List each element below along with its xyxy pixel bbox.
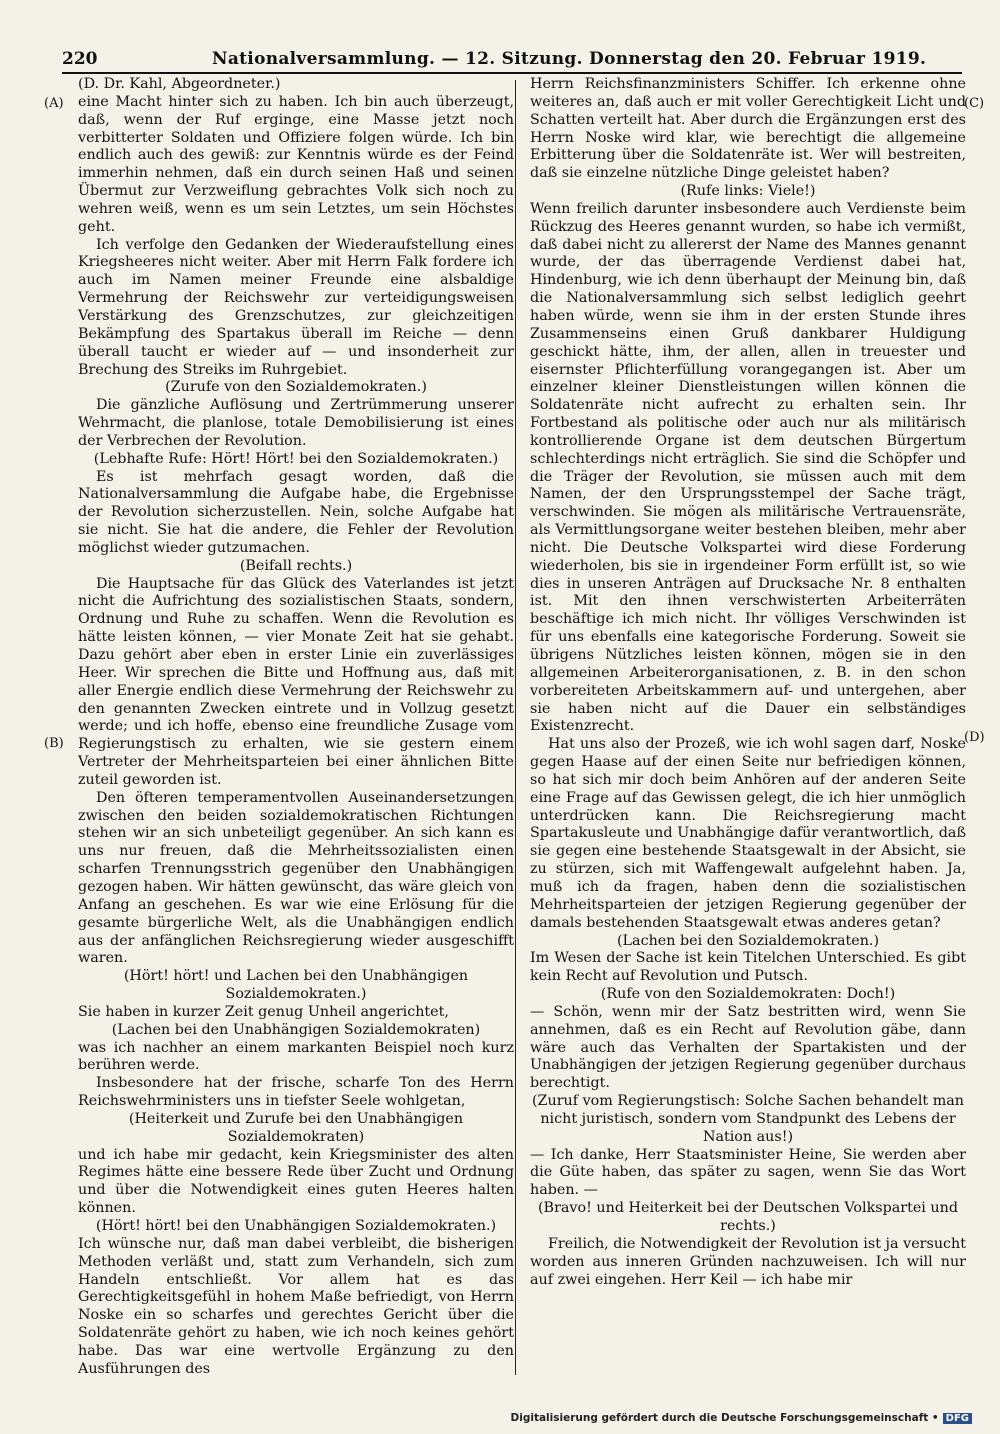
paragraph: Insbesondere hat der frische, scharfe Ton des Herrn Reichswehrministers uns in tiefster Seele wohlgetan, [78,1075,514,1110]
left-column [78,76,514,1379]
paragraph: Es ist mehrfach gesagt worden, daß die Nationalversammlung die Aufgabe habe, die Ergebnisse der Revolution sicherzustellen. Nein, solche Aufgabe hat sie nicht. Sie hat die andere, die Fehler der Revolution möglichst wieder gutzumachen. [78,468,514,556]
margin-mark-a: (A) [44,96,64,111]
page-number: 220 [62,49,98,69]
interjection: (Hört! hört! und Lachen bei den Unabhängigen Sozialdemokraten.) [123,968,469,1003]
paragraph: Die gänzliche Auflösung und Zertrümmerung unserer Wehrmacht, die planlose, totale Demobilisierung ist eines der Verbrechen der Revolution. [78,397,514,449]
right-column [530,76,966,1289]
speaker-line: (D. Dr. Kahl, Abgeordneter.) [78,76,281,92]
interjection: (Hört! hört! bei den Unabhängigen Sozialdemokraten.) [95,1218,497,1234]
paragraph: Die Hauptsache für das Glück des Vaterlandes ist jetzt nicht die Aufrichtung des sozialistischen Staats, sondern, Ordnung und Ruhe zu schaffen. Wenn die Revolution es hätte leisten können, — vier Monate Zeit hat sie gehabt. Dazu gehört aber eben in erster Linie ein zuverlässiges Heer. Wir sprechen die Bitte und Hoffnung aus, daß mit aller Energie endlich diese Vermehrung der Reichswehr zu den genannten Zwecken eintrete und in Vollzug gesetzt werde; und ich hoffe, ebenso eine freundliche Zusage vom Regierungstisch zu erhalten, wie sie gestern einem Vertreter der Mehrheitsparteien bei einer ähnlichen Bitte zuteil geworden ist. [78,575,514,788]
interjection: (Lachen bei den Unabhängigen Sozialdemokraten) [111,1021,481,1038]
paragraph: Herrn Reichsfinanzministers Schiffer. Ich erkenne ohne weiteres an, daß auch er mit voller Gerechtigkeit Licht und Schatten verteilt hat. Aber durch die Ergänzungen erst des Herrn Noske wird klar, wie berechtigt die allgemeine Erbitterung über die Soldatenräte ist. Wer will bestreiten, daß sie einzelne nützliche Dinge geleistet haben? [530,76,966,182]
column-divider [515,80,516,1375]
credit-text: Digitalisierung gefördert durch die Deutsche Forschungsgemeinschaft • [510,1412,939,1424]
interjection: (Heiterkeit und Zurufe bei den Unabhängigen Sozialdemokraten) [128,1110,464,1145]
running-title: Nationalversammlung. — 12. Sitzung. Donnerstag den 20. Februar 1919. [212,49,927,69]
interjection: (Beifall rechts.) [239,557,353,574]
interjection: (Lebhafte Rufe: Hört! Hört! bei den Sozialdemokraten.) [93,450,499,467]
paragraph: — Ich danke, Herr Staatsminister Heine, Sie werden aber die Güte haben, das später zu sagen, wenn Sie das Wort haben. — [530,1146,966,1199]
paragraph: Ich verfolge den Gedanken der Wiederaufstellung eines Kriegsheeres nicht weiter. Aber mit Herrn Falk fordere ich auch im Namen meiner Freunde eine alsbaldige Vermehrung der Reichswehr zur verteidigungsweisen Verstärkung des Grenzschutzes, zur gleichzeitigen Bekämpfung des Spartakus überall im Reiche — denn überall taucht er wieder auf — und insonderheit zur Brechung des Streiks im Ruhrgebiet. [78,236,514,378]
interjection: (Bravo! und Heiterkeit bei der Deutschen Volkspartei und rechts.) [537,1200,958,1234]
paragraph: Ich wünsche nur, daß man dabei verbleibt, die bisherigen Methoden verläßt und, statt zum Verhandeln, sich zum Handeln entschließt. Vor allem hat es das Gerechtigkeitsgefühl in hohem Maße befriedigt, von Herrn Noske ein so scharfes und gerechtes Gericht über die Soldatenräte gehört zu haben, wie ich noch keines gehört habe. Das war eine wertvolle Ergänzung zu den Ausführungen des [78,1235,514,1377]
margin-mark-b: (B) [44,736,64,751]
interjection: (Zuruf vom Regierungstisch: Solche Sachen behandelt man nicht juristisch, sondern vom Standpunkt des Lebens der Nation aus!) [531,1093,965,1145]
interjection: (Rufe links: Viele!) [680,183,816,200]
paragraph: Freilich, die Notwendigkeit der Revolution ist ja versucht worden aus inneren Gründen nachzuweisen. Ich will nur auf zwei eingehen. Herr Keil — ich habe mir [530,1235,966,1288]
paragraph: Den öfteren temperamentvollen Auseinandersetzungen zwischen den beiden sozialdemokratischen Richtungen stehen wir an sich unbeteiligt gegenüber. An sich kann es uns nur freuen, daß die Mehrheitssozialisten einen scharfen Trennungsstrich gegenüber den Unabhängigen gezogen haben. Wir hätten gewünscht, das wäre gleich von Anfang an geschehen. Es war wie eine Erlösung für die gesamte bürgerliche Welt, als die Unabhängigen endlich aus der anfänglichen Reichsregierung wieder ausgeschifft waren. [78,789,514,967]
interjection: (Zurufe von den Sozialdemokraten.) [165,379,427,396]
paragraph: Wenn freilich darunter insbesondere auch Verdienste beim Rückzug des Heeres genannt wurden, so habe ich vermißt, daß dabei nicht zu allererst der Name des Mannes genannt wurde, der das überragende Verdienst dabei hat, Hindenburg, wie ich denn überhaupt der Meinung bin, daß die Nationalversammlung sich selbst lediglich geehrt haben würde, wenn sie ihm in der ersten Stunde ihres Zusammenseins einen Gruß dankbarer Huldigung geschickt hätte, ihm, der allen, allen in treuester und eisernster Pflichterfüllung vorangegangen ist. Aber um einzelner kleiner Dienstleistungen willen können die Soldatenräte nicht aufrecht zu erhalten sein. Ihr Fortbestand als politische oder auch nur als militärisch kontrollierende Organe ist dem deutschen Bürgertum schlechterdings nicht erträglich. Sie sind die Schöpfer und die Träger der Revolution, sie müssen auch mit dem Namen, der den Ursprungsstempel der Sache trägt, verschwinden. Sie mögen als militärische Vertrauensräte, als Vermittlungsorgane weiter bestehen bleiben, mehr aber nicht. Die Deutsche Volkspartei wird diese Forderung wiederholen, bis sie in irgendeiner Form erfüllt ist, so wie dies in unseren Anträgen auf Drucksache Nr. 8 enthalten ist. Mit den ihnen verschwisterten Arbeiterräten beschäftige ich mich nicht. Ihr völliges Verschwinden ist für uns ebenfalls eine kategorische Forderung. Soweit sie übrigens Nützliches leisten können, mögen sie in den allgemeinen Arbeiterorganisationen, z. B. in den schon vorbereiteten Arbeitskammern auf- und untergehen, aber sie haben nicht auf die Dauer ein selbständiges Existenzrecht. [530,200,966,735]
paragraph: Sie haben in kurzer Zeit genug Unheil angerichtet, [78,1003,449,1020]
interjection: (Lachen bei den Sozialdemokraten.) [616,932,880,949]
paragraph: was ich nachher an einem markanten Beispiel noch kurz berühren werde. [78,1039,514,1074]
paragraph: eine Macht hinter sich zu haben. Ich bin auch überzeugt, daß, wenn der Ruf erginge, eine Masse jetzt noch verbitterter Soldaten und Offiziere folgen würde. Ich bin endlich auch des gewiß: zur Kenntnis würde es der Feind immerhin nehmen, daß ein durch seinen Haß und seinen Übermut zur Verzweiflung gebrachtes Volk sich noch zu wehren weiß, wenn es um sein Letztes, um sein Höchstes geht. [78,93,514,235]
dfg-logo: DFG [943,1413,972,1424]
paragraph: Im Wesen der Sache ist kein Titelchen Unterschied. Es gibt kein Recht auf Revolution und Putsch. [530,950,966,985]
margin-mark-c: (C) [964,96,985,111]
paragraph: Hat uns also der Prozeß, wie ich wohl sagen darf, Noske gegen Haase auf der einen Seite nur befriedigen können, so hat sich mir doch beim Anhören auf der anderen Seite eine Frage auf das Gewissen gelegt, die ich hier unmöglich unterdrücken kann. Die Reichsregierung macht Spartakusleute und Unabhängige dafür verantwortlich, daß sie gegen eine bestehende Staatsgewalt in der Absicht, sie zu stürzen, sich mit Waffengewalt aufgelehnt haben. Ja, muß ich da fragen, haben denn die sozialistischen Mehrheitsparteien der jetzigen Regierung gegenüber der damals bestehenden Staatsgewalt etwas anderes getan? [530,736,966,931]
digitization-credit [511,1412,972,1424]
paragraph: — Schön, wenn mir der Satz bestritten wird, wenn Sie annehmen, daß es ein Recht auf Revolution gäbe, dann wäre auch das Verhalten der Spartakisten und der Unabhängigen der jetzigen Regierung gegenüber durchaus berechtigt. [530,1003,966,1092]
margin-mark-d: (D) [964,730,985,745]
paragraph: und ich habe mir gedacht, kein Kriegsminister des alten Regimes hätte eine bessere Rede über Zucht und Ordnung und über die Notwendigkeit eines guten Heeres halten können. [78,1146,514,1217]
page-header [62,48,962,74]
interjection: (Rufe von den Sozialdemokraten: Doch!) [600,986,896,1003]
